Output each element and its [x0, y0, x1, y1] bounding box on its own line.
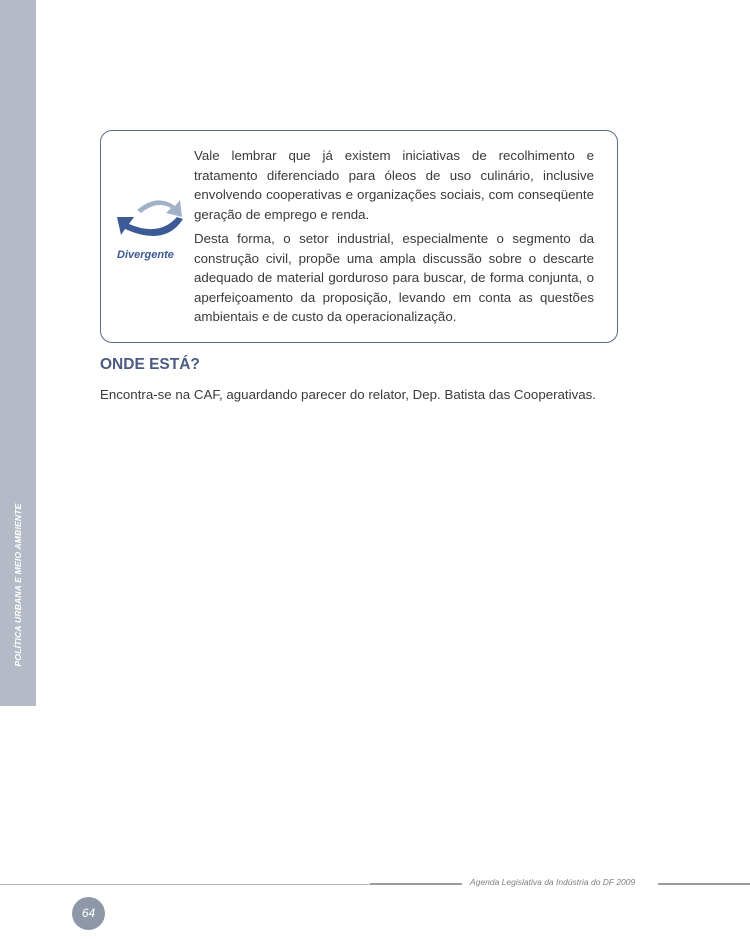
callout-icon-area: [111, 195, 187, 261]
footer-publication-title: Agenda Legislativa da Indústria do DF 2009: [470, 877, 636, 887]
sidebar-section-label: POLÍTICA URBANA E MEIO AMBIENTE: [13, 503, 23, 667]
circular-arrows-icon: [115, 195, 189, 245]
footer-divider: [0, 884, 370, 885]
callout-text: [194, 146, 594, 332]
callout-paragraph: Desta forma, o setor industrial, especialmente o segmento da construção civil, propõe uma ampla discussão sobre o descarte adequado de material gorduroso para buscar, de forma conjunta, o aperfeiçoamento da proposição, levando em conta as questões ambientais e de custo da operacionalização.: [194, 231, 594, 324]
footer-divider: [658, 883, 750, 885]
section-body: Encontra-se na CAF, aguardando parecer do relator, Dep. Batista das Cooperativas.: [100, 387, 596, 402]
section-heading: ONDE ESTÁ?: [100, 356, 200, 373]
footer-divider: [370, 883, 462, 885]
callout-box: [100, 130, 618, 343]
callout-paragraph: Vale lembrar que já existem iniciativas de recolhimento e tratamento diferenciado para óleos de uso culinário, inclusive envolvendo cooperativas e organizações sociais, com conseqüente geração de emprego e renda.: [194, 148, 594, 222]
icon-caption: Divergente: [117, 249, 174, 261]
sidebar-strip: [0, 0, 36, 706]
page-number-badge: 64: [72, 897, 105, 930]
